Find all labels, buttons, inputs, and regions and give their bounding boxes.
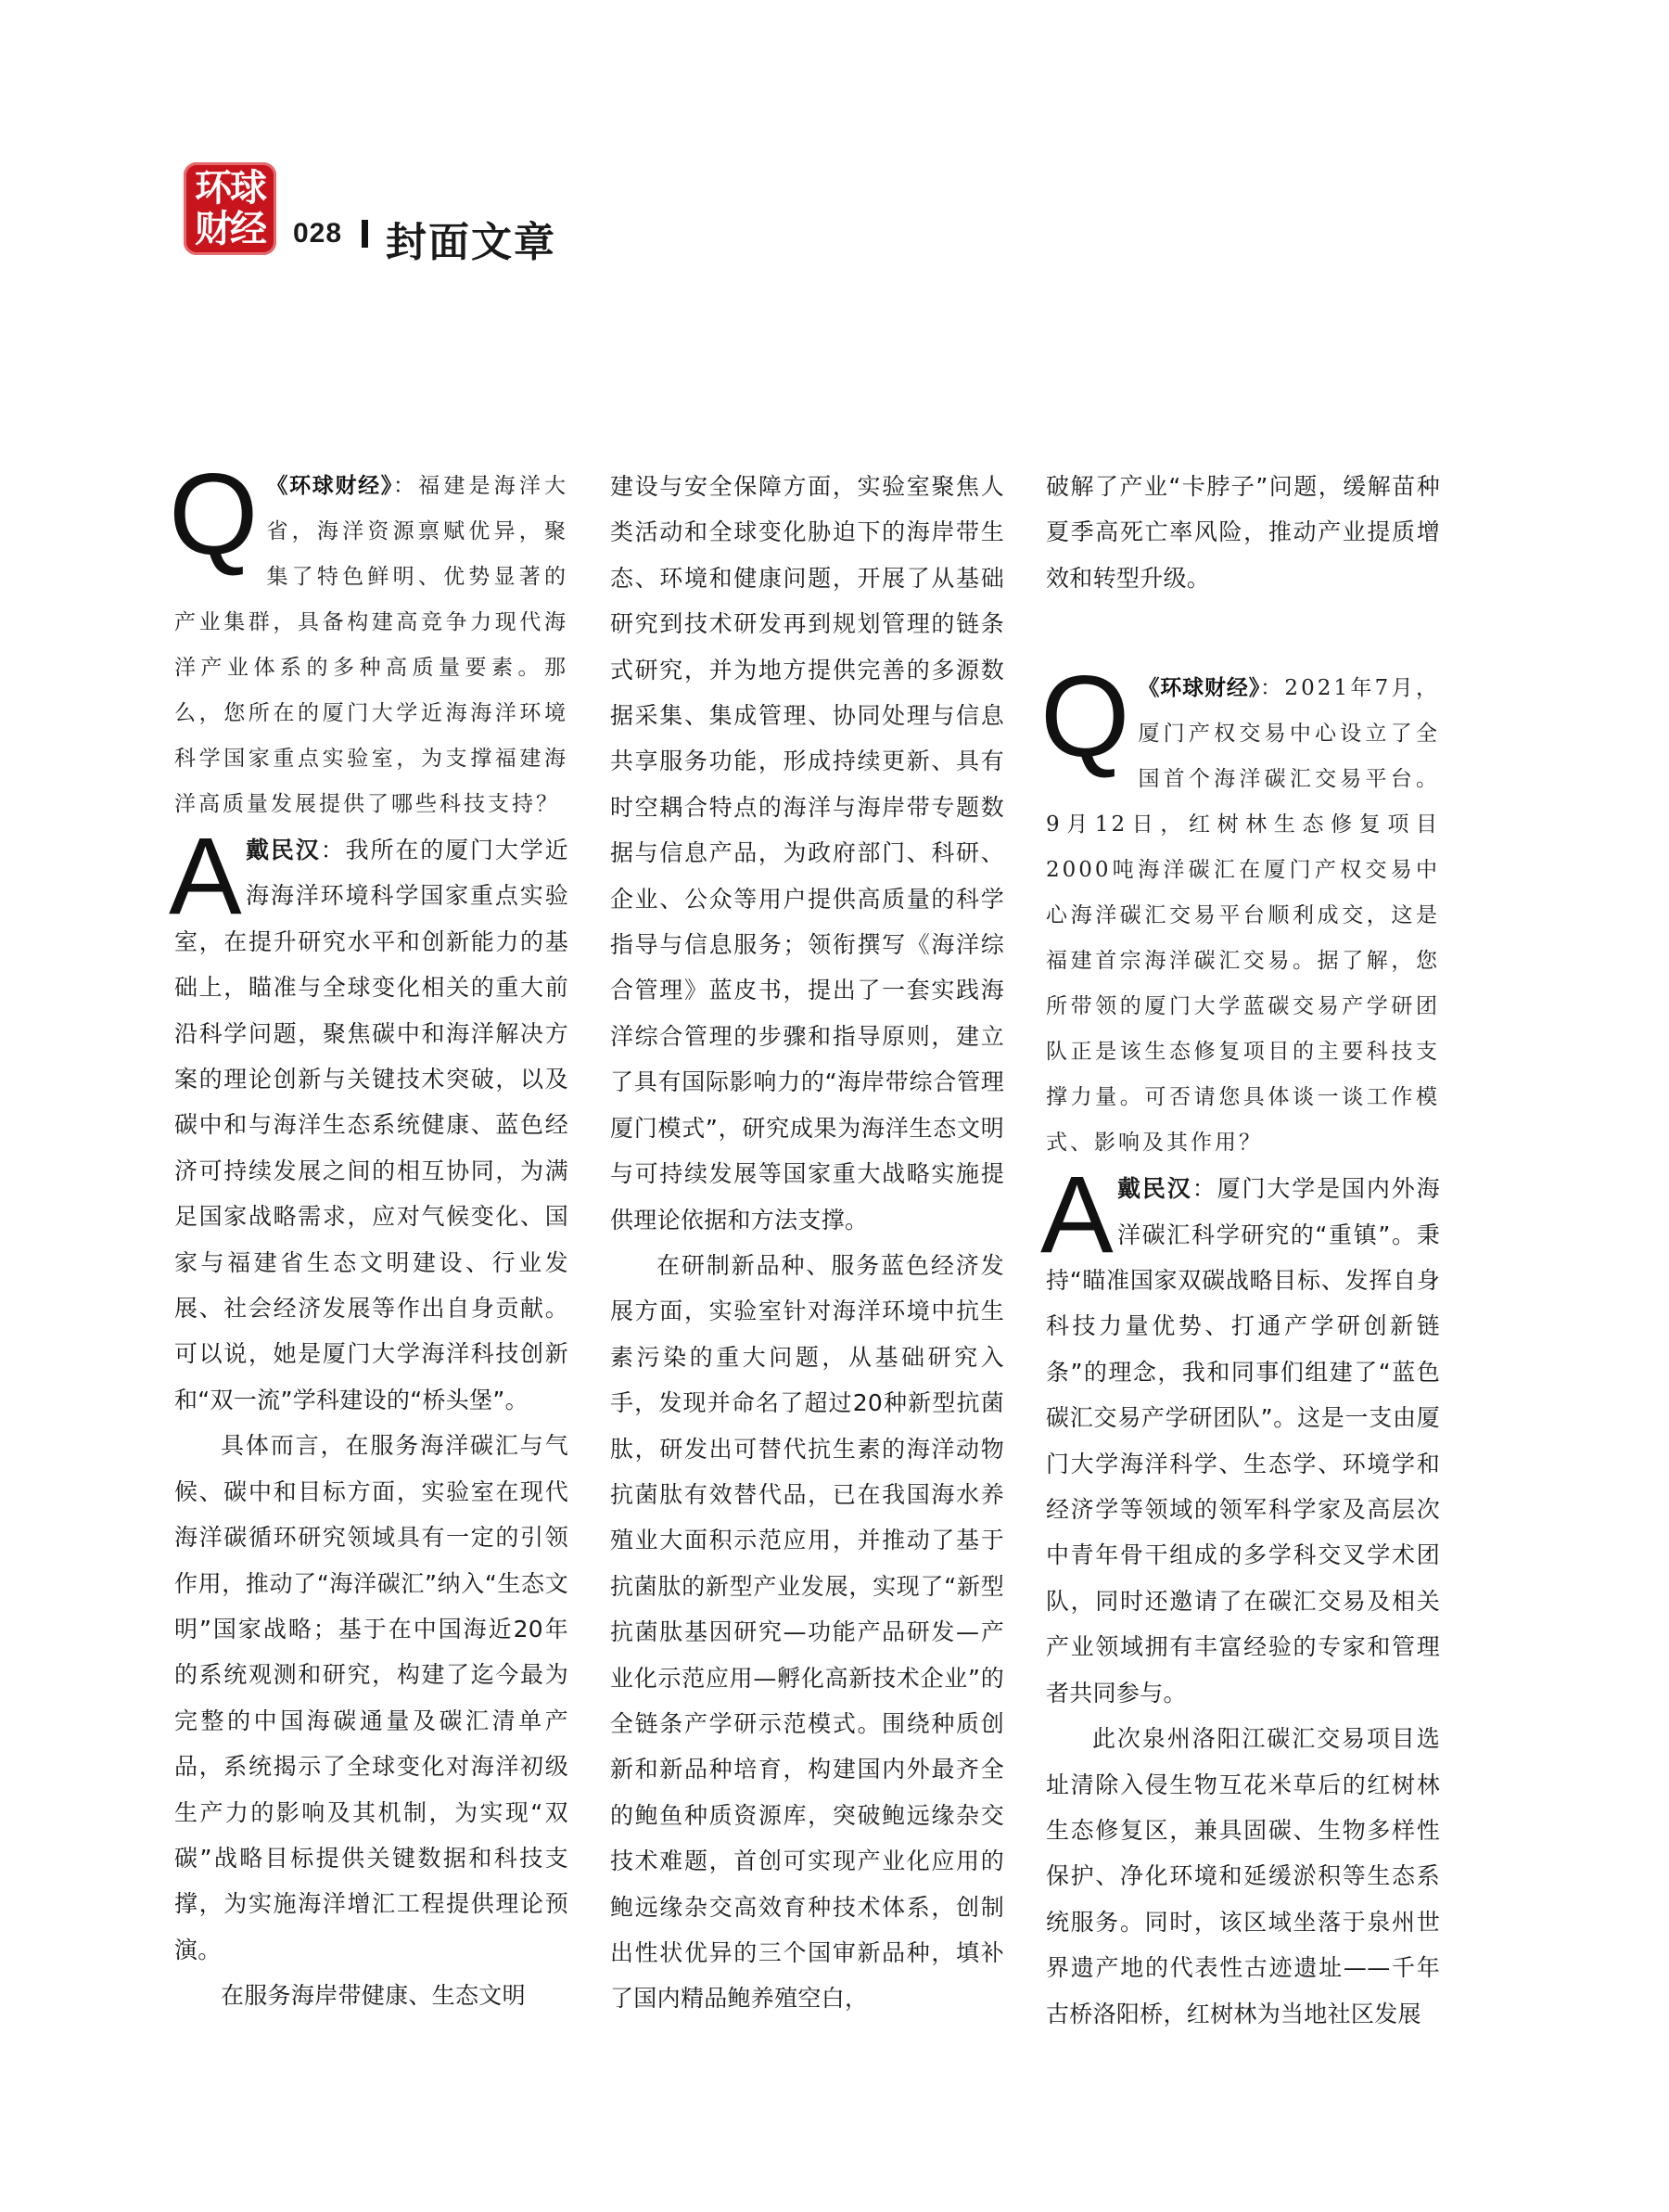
answer-1-text: ：我所在的厦门大学近海海洋环境科学国家重点实验室，在提升研究水平和创新能力的基础上，瞄准与全球变化相关的重大前沿科学问题，聚焦碳中和海洋解决方案的理论创新与关键技术突破，以及碳中和与海洋生态系统健康、蓝色经济可持续发展之间的相互协同，为满足国家战略需求，应对气候变化、国家与福建省生态文明建设、行业发展、社会经济发展等作出自身贡献。可以说，她是厦门大学海洋科技创新和“双一流”学科建设的“桥头堡”。 [174,837,568,1413]
answer-2-text: ：厦门大学是国内外海洋碳汇科学研究的“重镇”。秉持“瞄准国家双碳战略目标、发挥自身科技力量优势、打通产学研创新链条”的理念，我和同事们组建了“蓝色碳汇交易产学研团队”。这是一支由厦门大学海洋科学、生态学、环境学和经济学等领域的领军科学家及高层次中青年骨干组成的多学科交叉学术团队，同时还邀请了在碳汇交易及相关产业领域拥有丰富经验的专家和管理者共同参与。 [1046,1175,1440,1707]
page-header [184,162,647,264]
magazine-tag: 《环球财经》 [1138,676,1261,701]
article-column-3 [1040,464,1441,2037]
paragraph-3-cont: 建设与安全保障方面，实验室聚焦人类活动和全球变化胁迫下的海岸带生态、环境和健康问题，开展了从基础研究到技术研发再到规划管理的链条式研究，并为地方提供完善的多源数据采集、集成管理、协同处理与信息共享服务功能，形成持续更新、具有时空耦合特点的海洋与海岸带专题数据与信息产品，为政府部门、科研、企业、公众等用户提供高质量的科学指导与信息服务；领衔撰写《海洋综合管理》蓝皮书，提出了一套实践海洋综合管理的步骤和指导原则，建立了具有国际影响力的“海岸带综合管理厦门模式”，研究成果为海洋生态文明与可持续发展等国家重大战略实施提供理论依据和方法支撑。 [610,473,1004,1234]
header-divider [362,220,368,248]
question-2-text: ：2021年7月，厦门产权交易中心设立了全国首个海洋碳汇交易平台。9月12日，红树林生态修复项目2000吨海洋碳汇在厦门产权交易中心海洋碳汇交易平台顺利成交，这是福建首宗海洋碳汇交易。据了解，您所带领的厦门大学蓝碳交易产学研团队正是该生态修复项目的主要科技支撑力量。可否请您具体谈一谈工作模式、影响及其作用？ [1046,676,1441,1156]
answer-dropcap: A [1040,1154,1115,1277]
article-column-1 [169,451,569,2019]
speaker-name: 戴民汉 [246,837,321,863]
section-title: 封面文章 [386,219,556,266]
page-number: 028 [293,218,343,249]
question-1-text: ：福建是海洋大省，海洋资源禀赋优异，聚集了特色鲜明、优势显著的产业集群，具备构建高竞争力现代海洋产业体系的多种高质量要素。那么，您所在的厦门大学近海海洋环境科学国家重点实验室，为支撑福建海洋高质量发展提供了哪些科技支持？ [174,474,569,816]
answer-dropcap: A [169,815,243,938]
paragraph-5: 此次泉州洛阳江碳汇交易项目选址清除入侵生物互花米草后的红树林生态修复区，兼具固碳、生物多样性保护、净化环境和延缓淤积等生态系统服务。同时，该区域坐落于泉州世界遗产地的代表性古迹遗址——千年古桥洛阳桥，红树林为当地社区发展 [1046,1725,1440,2027]
question-dropcap: Q [169,451,261,579]
article-column-2 [610,464,1004,2022]
question-dropcap: Q [1040,653,1133,782]
answer-2 [1040,1154,1440,1716]
question-2 [1040,653,1441,1166]
question-1 [169,451,569,827]
paragraph-4-cont: 破解了产业“卡脖子”问题，缓解苗种夏季高死亡率风险，推动产业提质增效和转型升级。 [1046,473,1440,592]
speaker-name: 戴民汉 [1117,1175,1192,1203]
answer-1 [169,815,568,1423]
magazine-logo [184,162,276,255]
paragraph-4-start: 在研制新品种、服务蓝色经济发展方面，实验室针对海洋环境中抗生素污染的重大问题，从基础研究入手，发现并命名了超过20种新型抗菌肽，研发出可替代抗生素的海洋动物抗菌肽有效替代品，已在我国海水养殖业大面积示范应用，并推动了基于抗菌肽的新型产业发展，实现了“新型抗菌肽基因研究—功能产品研发—产业化示范应用—孵化高新技术企业”的全链条产学研示范模式。围绕种质创新和新品种培育，构建国内外最齐全的鲍鱼种质资源库，突破鲍远缘杂交技术难题，首创可实现产业化应用的鲍远缘杂交高效育种技术体系，创制出性状优异的三个国审新品种，填补了国内精品鲍养殖空白， [610,1251,1004,2013]
magazine-tag: 《环球财经》 [266,474,393,498]
magazine-logo-text: 环球 财经 [195,167,265,250]
paragraph-2: 具体而言，在服务海洋碳汇与气候、碳中和目标方面，实验室在现代海洋碳循环研究领域具有一定的引领作用，推动了“海洋碳汇”纳入“生态文明”国家战略；基于在中国海近20年的系统观测和研究，构建了迄今最为完整的中国海碳通量及碳汇清单产品，系统揭示了全球变化对海洋初级生产力的影响及其机制，为实现“双碳”战略目标提供关键数据和科技支撑，为实施海洋增汇工程提供理论预演。 [174,1432,568,1963]
paragraph-3-start: 在服务海岸带健康、生态文明 [221,1982,526,2010]
